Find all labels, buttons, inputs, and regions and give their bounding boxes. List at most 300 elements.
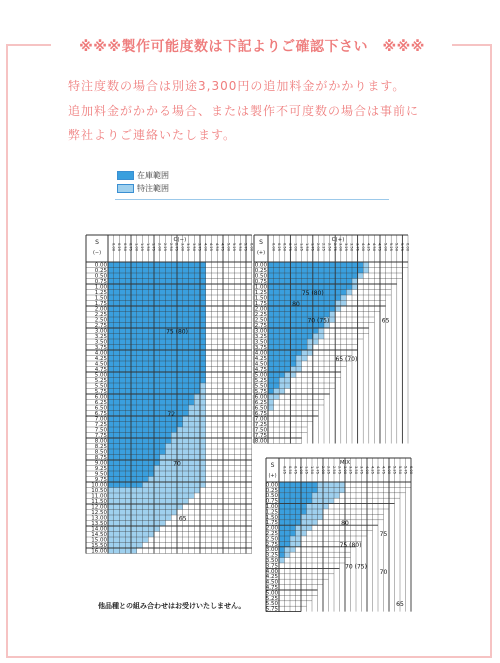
grid-cell <box>183 306 189 312</box>
grid-cell <box>166 504 172 510</box>
grid-cell <box>131 394 137 400</box>
grid-cell <box>108 290 114 296</box>
grid-cell <box>189 378 195 384</box>
grid-cell <box>279 509 285 514</box>
grid-cell <box>125 367 131 373</box>
s-label: 7.75 <box>254 433 267 439</box>
grid-cell <box>183 383 189 389</box>
grid-cell <box>274 273 280 279</box>
grid-cell <box>148 361 154 367</box>
s-label: 5.50 <box>254 383 267 390</box>
grid-cell <box>120 400 126 406</box>
grid-cell <box>154 367 160 373</box>
grid-cell <box>166 367 172 373</box>
grid-cell <box>114 521 120 527</box>
grid-cell <box>285 328 291 334</box>
grid-cell <box>274 389 280 395</box>
grid-cell <box>341 279 347 285</box>
grid-cell <box>120 279 126 285</box>
grid-cell <box>329 493 335 498</box>
grid-cell <box>177 411 183 417</box>
grid-cell <box>114 499 120 505</box>
grid-cell <box>148 504 154 510</box>
grid-cell <box>307 284 313 290</box>
grid-cell <box>189 279 195 285</box>
grid-cell <box>352 279 358 285</box>
grid-cell <box>183 323 189 329</box>
grid-cell <box>307 279 313 285</box>
grid-cell <box>341 284 347 290</box>
grid-cell <box>154 345 160 351</box>
grid-cell <box>301 531 307 536</box>
grid-cell <box>120 460 126 466</box>
grid-cell <box>183 477 189 483</box>
grid-cell <box>268 389 274 395</box>
grid-cell <box>154 422 160 428</box>
c-label: 1.00 <box>298 466 303 475</box>
c-label: 5.50 <box>237 243 242 252</box>
grid-cell <box>131 279 137 285</box>
s-label: 5.00 <box>265 590 278 597</box>
grid-cell <box>334 482 340 487</box>
grid-cell <box>154 328 160 334</box>
grid-cell <box>290 290 296 296</box>
grid-cell <box>290 493 296 498</box>
grid-cell <box>194 350 200 356</box>
grid-cell <box>302 334 308 340</box>
grid-cell <box>166 433 172 439</box>
grid-cell <box>108 482 114 488</box>
grid-cell <box>125 295 131 301</box>
page-title: ※※※製作可能度数は下記よりご確認下さい ※※※ <box>79 39 425 55</box>
s-label: 1.75 <box>94 301 107 307</box>
grid-cell <box>125 394 131 400</box>
grid-cell <box>148 350 154 356</box>
grid-cell <box>125 444 131 450</box>
c-label: 1.25 <box>299 243 304 252</box>
c-label: 4.25 <box>209 243 214 252</box>
grid-cell <box>114 466 120 472</box>
grid-cell <box>120 273 126 279</box>
grid-cell <box>307 301 313 307</box>
grid-cell <box>114 493 120 499</box>
grid-cell <box>108 416 114 422</box>
grid-cell <box>183 433 189 439</box>
grid-cell <box>114 306 120 312</box>
grid-cell <box>108 361 114 367</box>
s-label: 2.50 <box>94 317 107 324</box>
grid-cell <box>148 323 154 329</box>
grid-cell <box>171 455 177 461</box>
grid-cell <box>137 526 143 532</box>
grid-cell <box>307 525 313 530</box>
zone-label-72: 72 <box>167 411 176 418</box>
grid-cell <box>114 334 120 340</box>
grid-cell <box>160 400 166 406</box>
grid-cell <box>200 433 206 439</box>
grid-cell <box>166 471 172 477</box>
s-label: 4.75 <box>254 367 267 373</box>
grid-cell <box>200 466 206 472</box>
grid-cell <box>160 317 166 323</box>
grid-cell <box>194 449 200 455</box>
grid-cell <box>160 482 166 488</box>
grid-cell <box>274 361 280 367</box>
grid-cell <box>279 323 285 329</box>
c-label: 4.50 <box>372 243 377 252</box>
grid-cell <box>137 543 143 549</box>
c-label: 3.00 <box>342 466 347 475</box>
grid-cell <box>194 383 200 389</box>
c-label: 2.00 <box>157 243 162 252</box>
grid-cell <box>268 350 274 356</box>
grid-cell <box>143 389 149 395</box>
grid-cell <box>137 383 143 389</box>
grid-cell <box>125 323 131 329</box>
grid-cell <box>160 416 166 422</box>
s-label: 0.75 <box>265 498 278 505</box>
grid-cell <box>120 471 126 477</box>
grid-cell <box>137 466 143 472</box>
grid-cell <box>154 301 160 307</box>
c-label: 2.75 <box>337 466 342 475</box>
grid-cell <box>125 400 131 406</box>
grid-cell <box>131 438 137 444</box>
grid-cell <box>160 367 166 373</box>
grid-cell <box>200 323 206 329</box>
grid-cell <box>148 328 154 334</box>
grid-cell <box>125 279 131 285</box>
grid-cell <box>307 487 313 492</box>
grid-cell <box>125 312 131 318</box>
grid-cell <box>318 514 324 519</box>
c-label: 6.00 <box>405 243 410 252</box>
grid-cell <box>330 295 336 301</box>
s-label: 6.00 <box>254 394 267 401</box>
grid-cell <box>318 482 324 487</box>
c-label: 0.50 <box>122 243 127 252</box>
grid-cell <box>177 350 183 356</box>
grid-cell <box>154 273 160 279</box>
c-header: C(+) <box>331 237 345 243</box>
zone-label-70-75: 70 (75) <box>307 317 330 325</box>
s-label: 6.25 <box>254 400 267 406</box>
grid-cell <box>160 334 166 340</box>
s-label: 3.50 <box>254 339 267 346</box>
grid-cell <box>189 372 195 378</box>
s-sign: (+) <box>268 473 277 479</box>
grid-cell <box>171 312 177 318</box>
grid-cell <box>183 389 189 395</box>
grid-cell <box>279 334 285 340</box>
grid-cell <box>200 455 206 461</box>
grid-cell <box>285 547 291 552</box>
grid-cell <box>194 444 200 450</box>
c-label: 5.25 <box>392 466 397 475</box>
grid-cell <box>268 372 274 378</box>
grid-cell <box>194 471 200 477</box>
grid-cell <box>166 510 172 516</box>
grid-cell <box>131 301 137 307</box>
grid-cell <box>108 345 114 351</box>
grid-cell <box>108 433 114 439</box>
grid-cell <box>154 433 160 439</box>
grid-cell <box>114 405 120 411</box>
grid-cell <box>131 345 137 351</box>
grid-cell <box>120 323 126 329</box>
grid-cell <box>120 334 126 340</box>
grid-cell <box>154 383 160 389</box>
grid-cell <box>131 273 137 279</box>
grid-cell <box>290 504 296 509</box>
grid-cell <box>148 427 154 433</box>
grid-cell <box>154 449 160 455</box>
grid-cell <box>143 411 149 417</box>
grid-cell <box>137 488 143 494</box>
grid-cell <box>290 367 296 373</box>
grid-cell <box>285 504 291 509</box>
grid-cell <box>108 537 114 543</box>
grid-cell <box>160 499 166 505</box>
grid-cell <box>108 367 114 373</box>
c-label: 2.50 <box>168 243 173 252</box>
grid-cell <box>131 455 137 461</box>
grid-cell <box>183 449 189 455</box>
grid-cell <box>307 328 313 334</box>
grid-cell <box>274 306 280 312</box>
grid-cell <box>177 488 183 494</box>
c-label: 4.50 <box>375 466 380 475</box>
grid-cell <box>131 411 137 417</box>
grid-cell <box>268 323 274 329</box>
grid-cell <box>200 295 206 301</box>
s-label: 6.50 <box>254 405 267 412</box>
grid-cell <box>177 482 183 488</box>
s-label: 0.75 <box>94 279 107 285</box>
grid-cell <box>131 268 137 274</box>
grid-cell <box>307 334 313 340</box>
grid-cell <box>171 361 177 367</box>
s-label: 10.50 <box>91 488 107 494</box>
grid-cell <box>148 284 154 290</box>
grid-cell <box>137 532 143 538</box>
grid-cell <box>318 268 324 274</box>
grid-cell <box>131 378 137 384</box>
grid-cell <box>171 477 177 483</box>
c-label: 4.75 <box>220 243 225 252</box>
grid-cell <box>108 499 114 505</box>
grid-cell <box>154 350 160 356</box>
grid-cell <box>177 306 183 312</box>
grid-cell <box>171 372 177 378</box>
grid-cell <box>114 262 120 268</box>
grid-cell <box>166 422 172 428</box>
grid-cell <box>268 284 274 290</box>
grid-cell <box>137 427 143 433</box>
grid-cell <box>154 405 160 411</box>
c-label: 4.25 <box>370 466 375 475</box>
grid-cell <box>148 290 154 296</box>
grid-cell <box>114 394 120 400</box>
grid-cell <box>166 477 172 483</box>
grid-cell <box>183 268 189 274</box>
legend-divider <box>115 199 389 200</box>
grid-cell <box>307 482 313 487</box>
s-label: 3.75 <box>265 563 278 570</box>
s-label: 2.50 <box>265 536 278 543</box>
grid-cell <box>323 493 329 498</box>
grid-cell <box>200 400 206 406</box>
grid-cell <box>200 389 206 395</box>
s-label: 12.50 <box>91 510 107 516</box>
grid-cell <box>108 284 114 290</box>
grid-cell <box>313 284 319 290</box>
grid-cell <box>335 284 341 290</box>
grid-cell <box>171 356 177 362</box>
grid-cell <box>166 323 172 329</box>
grid-cell <box>268 312 274 318</box>
grid-cell <box>108 543 114 549</box>
grid-cell <box>335 306 341 312</box>
grid-cell <box>285 541 291 546</box>
grid-cell <box>307 345 313 351</box>
grid-cell <box>166 279 172 285</box>
grid-cell <box>296 541 302 546</box>
grid-cell <box>194 339 200 345</box>
grid-cell <box>323 487 329 492</box>
chart-minus-cylinder <box>86 235 252 555</box>
s-label: 16.00 <box>91 548 107 555</box>
grid-cell <box>346 284 352 290</box>
grid-cell <box>200 383 206 389</box>
grid-cell <box>200 394 206 400</box>
grid-cell <box>330 306 336 312</box>
grid-cell <box>279 482 285 487</box>
c-label: 3.50 <box>353 466 358 475</box>
grid-cell <box>330 262 336 268</box>
s-label: 0.75 <box>254 279 267 285</box>
grid-cell <box>137 433 143 439</box>
grid-cell <box>189 317 195 323</box>
grid-cell <box>268 405 274 411</box>
grid-cell <box>290 531 296 536</box>
grid-cell <box>302 356 308 362</box>
s-label: 8.75 <box>94 455 107 461</box>
c-label: 5.00 <box>226 243 231 252</box>
grid-cell <box>131 499 137 505</box>
grid-cell <box>143 405 149 411</box>
grid-cell <box>125 317 131 323</box>
grid-cell <box>200 449 206 455</box>
grid-cell <box>346 268 352 274</box>
grid-cell <box>154 411 160 417</box>
grid-cell <box>143 290 149 296</box>
grid-cell <box>296 493 302 498</box>
s-label: 0.00 <box>265 482 278 489</box>
grid-cell <box>114 449 120 455</box>
grid-cell <box>120 356 126 362</box>
grid-cell <box>137 405 143 411</box>
grid-cell <box>160 361 166 367</box>
grid-cell <box>131 449 137 455</box>
c-label: 2.00 <box>320 466 325 475</box>
grid-cell <box>125 548 131 554</box>
grid-cell <box>324 312 330 318</box>
grid-cell <box>177 477 183 483</box>
grid-cell <box>108 532 114 538</box>
grid-cell <box>200 262 206 268</box>
grid-cell <box>108 339 114 345</box>
grid-cell <box>160 510 166 516</box>
grid-cell <box>341 301 347 307</box>
grid-cell <box>143 339 149 345</box>
c-label: 1.75 <box>315 466 320 475</box>
s-label: 4.00 <box>94 350 107 357</box>
grid-cell <box>154 444 160 450</box>
c-label: 2.75 <box>332 243 337 252</box>
grid-cell <box>290 547 296 552</box>
grid-cell <box>114 350 120 356</box>
grid-cell <box>341 295 347 301</box>
grid-cell <box>125 471 131 477</box>
grid-cell <box>285 514 291 519</box>
zone-label-65: 65 <box>396 601 404 609</box>
grid-cell <box>296 509 302 514</box>
s-label: 2.75 <box>254 323 267 329</box>
grid-cell <box>189 350 195 356</box>
grid-cell <box>154 389 160 395</box>
grid-cell <box>183 273 189 279</box>
grid-cell <box>125 378 131 384</box>
grid-cell <box>108 455 114 461</box>
grid-cell <box>302 312 308 318</box>
grid-cell <box>171 488 177 494</box>
grid-cell <box>363 262 369 268</box>
grid-cell <box>108 438 114 444</box>
grid-cell <box>171 427 177 433</box>
grid-cell <box>120 383 126 389</box>
grid-cell <box>200 312 206 318</box>
grid-cell <box>125 405 131 411</box>
grid-cell <box>154 279 160 285</box>
s-label: 5.50 <box>94 383 107 390</box>
grid-cell <box>114 510 120 516</box>
grid-cell <box>125 290 131 296</box>
grid-cell <box>194 416 200 422</box>
grid-cell <box>171 262 177 268</box>
grid-cell <box>189 268 195 274</box>
grid-cell <box>143 273 149 279</box>
grid-cell <box>143 345 149 351</box>
grid-cell <box>137 339 143 345</box>
grid-cell <box>290 482 296 487</box>
grid-cell <box>137 389 143 395</box>
grid-cell <box>125 284 131 290</box>
grid-cell <box>301 493 307 498</box>
grid-cell <box>194 279 200 285</box>
c-label: 3.25 <box>186 243 191 252</box>
grid-cell <box>183 488 189 494</box>
s-label: 2.00 <box>254 306 267 313</box>
grid-cell <box>302 284 308 290</box>
grid-cell <box>358 273 364 279</box>
grid-cell <box>194 389 200 395</box>
grid-cell <box>108 268 114 274</box>
grid-cell <box>148 510 154 516</box>
grid-cell <box>148 433 154 439</box>
s-label: 6.00 <box>94 394 107 401</box>
grid-cell <box>177 438 183 444</box>
